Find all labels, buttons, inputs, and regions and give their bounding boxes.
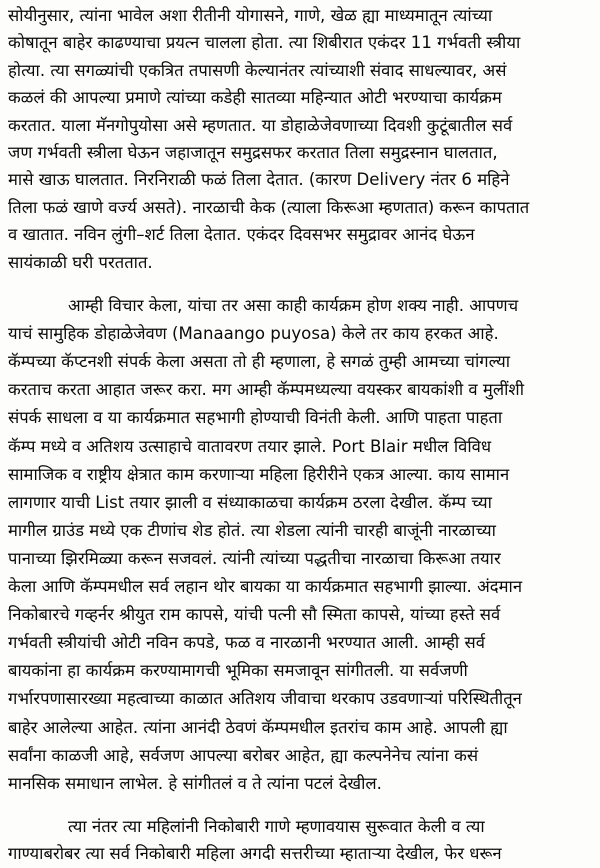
paragraph-2-line-14: बायकांना हा कार्यक्रम करण्यामागची भूमिका समजावून सांगीतली. या सर्वजणी xyxy=(8,661,468,681)
paragraph-3-line-1: त्या नंतर त्या महिलांनी निकोबारी गाणे म्हणावयास सुरूवात केली व त्या xyxy=(68,817,485,836)
paragraph-1-line-5: करतात. याला मॅनगोपुयोसा असे म्हणतात. या डोहाळेजेवणाच्या दिवशी कुटूंबातील सर्व xyxy=(8,115,513,135)
paragraph-2-line-15: गर्भारपणासारख्या महत्वाच्या काळात अतिशय जीवाचा थरकाप उडवणाऱ्यां परिस्थितीतून xyxy=(8,689,522,709)
paragraph-2-line-6: कॅम्प मध्ये व अतिशय उत्साहाचे वातावरण तयार झाले. Port Blair मधील विविध xyxy=(8,436,492,456)
paragraph-1-line-1: सोयीनुसार, त्यांना भावेल अशा रीतीनी योगासने, गाणे, खेळ ह्या माध्यमातून त्यांच्या xyxy=(8,6,493,25)
paragraph-2-line-3: कॅम्पच्या कॅप्टनशी संपर्क केला असता तो ही म्हणाला, हे सगळं तुम्ही आमच्या चांगल्या xyxy=(8,352,511,372)
paragraph-2-line-7: सामाजिक व राष्ट्रीय क्षेत्रात काम करणाऱ्या महिला हिरीरीने एकत्र आल्या. काय सामान xyxy=(8,464,510,484)
paragraph-2-line-4: करताच करता आहात जरूर करा. मग आम्ही कॅम्पमध्यल्या वयस्कर बायकांशी व मुलींशी xyxy=(8,380,524,400)
paragraph-1-line-9: व खातात. नविन लुंगी–शर्ट तिला देतात. एकंदर दिवसभर समुद्रावर आनंद घेऊन xyxy=(8,225,475,245)
paragraph-1-line-10: सायंकाळी घरी परततात. xyxy=(8,252,153,272)
paragraph-2-line-11: केला आणि कॅम्पमधील सर्व लहान थोर बायका या कार्यक्रमात सहभागी झाल्या. अंदमान xyxy=(8,577,523,596)
paragraph-2-line-18: मानसिक समाधान लाभेल. हे सांगीतलं व ते त्यांना पटलं देखील. xyxy=(8,773,382,793)
paragraph-2-line-8: लागणार याची List तयार झाली व संध्याकाळचा कार्यक्रम ठरला देखील. कॅम्प च्या xyxy=(8,492,492,512)
paragraph-2-line-17: सर्वांना काळजी आहे, सर्वजण आपल्या बरोबर आहेत, ह्या कल्पनेनेच त्यांना कसं xyxy=(8,745,479,765)
paragraph-1-line-6: जण गर्भवती स्त्रीला घेऊन जहाजातून समुद्रसफर करतात तिला समुद्रस्नान घालतात, xyxy=(8,143,498,162)
paragraph-2-line-13: गर्भवती स्त्रीयांची ओटी नविन कपडे, फळ व नारळानी भरण्यात आली. आम्ही सर्व xyxy=(8,633,485,653)
paragraph-3-line-2: गाण्याबरोबर त्या सर्व निकोबारी महिला अगदी सत्तरीच्या म्हाताऱ्या देखील, फेर धरून xyxy=(8,844,502,863)
paragraph-2-line-2: याचं सामुहिक डोहाळेजेवण (Manaango puyosa) केले तर काय हरकत आहे. xyxy=(8,324,499,344)
paragraph-2-line-1: आम्ही विचार केला, यांचा तर असा काही कार्यक्रम होण शक्य नाही. आपणच xyxy=(68,296,519,315)
paragraph-2-line-10: पानाच्या झिरमिळ्या करून सजवलं. त्यांनी त्यांच्या पद्धतीचा नारळाचा किरूआ तयार xyxy=(8,548,501,568)
paragraph-1-line-3: होत्या. त्या सगळ्यांची एकत्रित तपासणी केल्यानंतर त्यांच्याशी संवाद साधल्यावर, असं xyxy=(8,60,507,80)
paragraph-2-line-5: संपर्क साधला व या कार्यक्रमात सहभागी होण्याची विनंती केली. आणि पाहता पाहता xyxy=(8,408,503,428)
paragraph-2-line-9: मागील ग्राउंड मध्ये एक टीणांच शेड होतं. त्या शेडला त्यांनी चारही बाजूंनी नारळाच्या xyxy=(8,520,496,540)
paragraph-2-line-12: निकोबारचे गव्हर्नर श्रीयुत राम कापसे, यांची पत्नी सौ स्मिता कापसे, यांच्या हस्ते सर्व xyxy=(8,605,501,625)
paragraph-1-line-4: कळलं की आपल्या प्रमाणे त्यांच्या कडेही सातव्या महिन्यात ओटी भरण्याचा कार्यक्रम xyxy=(8,88,502,108)
paragraph-2-line-16: बाहेर आलेल्या आहेत. त्यांना आनंदी ठेवणं कॅम्पमधील इतरांच काम आहे. आपली ह्या xyxy=(8,717,508,737)
paragraph-1-line-7: मासे खाऊ घालतात. निरनिराळी फळं तिला देतात. (कारण Delivery नंतर 6 महिने xyxy=(8,170,510,190)
paragraph-1-line-2: कोषातून बाहेर काढण्याचा प्रयत्न चालला होता. त्या शिबीरात एकंदर 11 गर्भवती स्त्रीया xyxy=(8,33,521,53)
paragraph-1-line-8: तिला फळं खाणे वर्ज्य असते). नारळाची केक (त्याला किरूआ म्हणतात) करून कापतात xyxy=(8,197,530,217)
